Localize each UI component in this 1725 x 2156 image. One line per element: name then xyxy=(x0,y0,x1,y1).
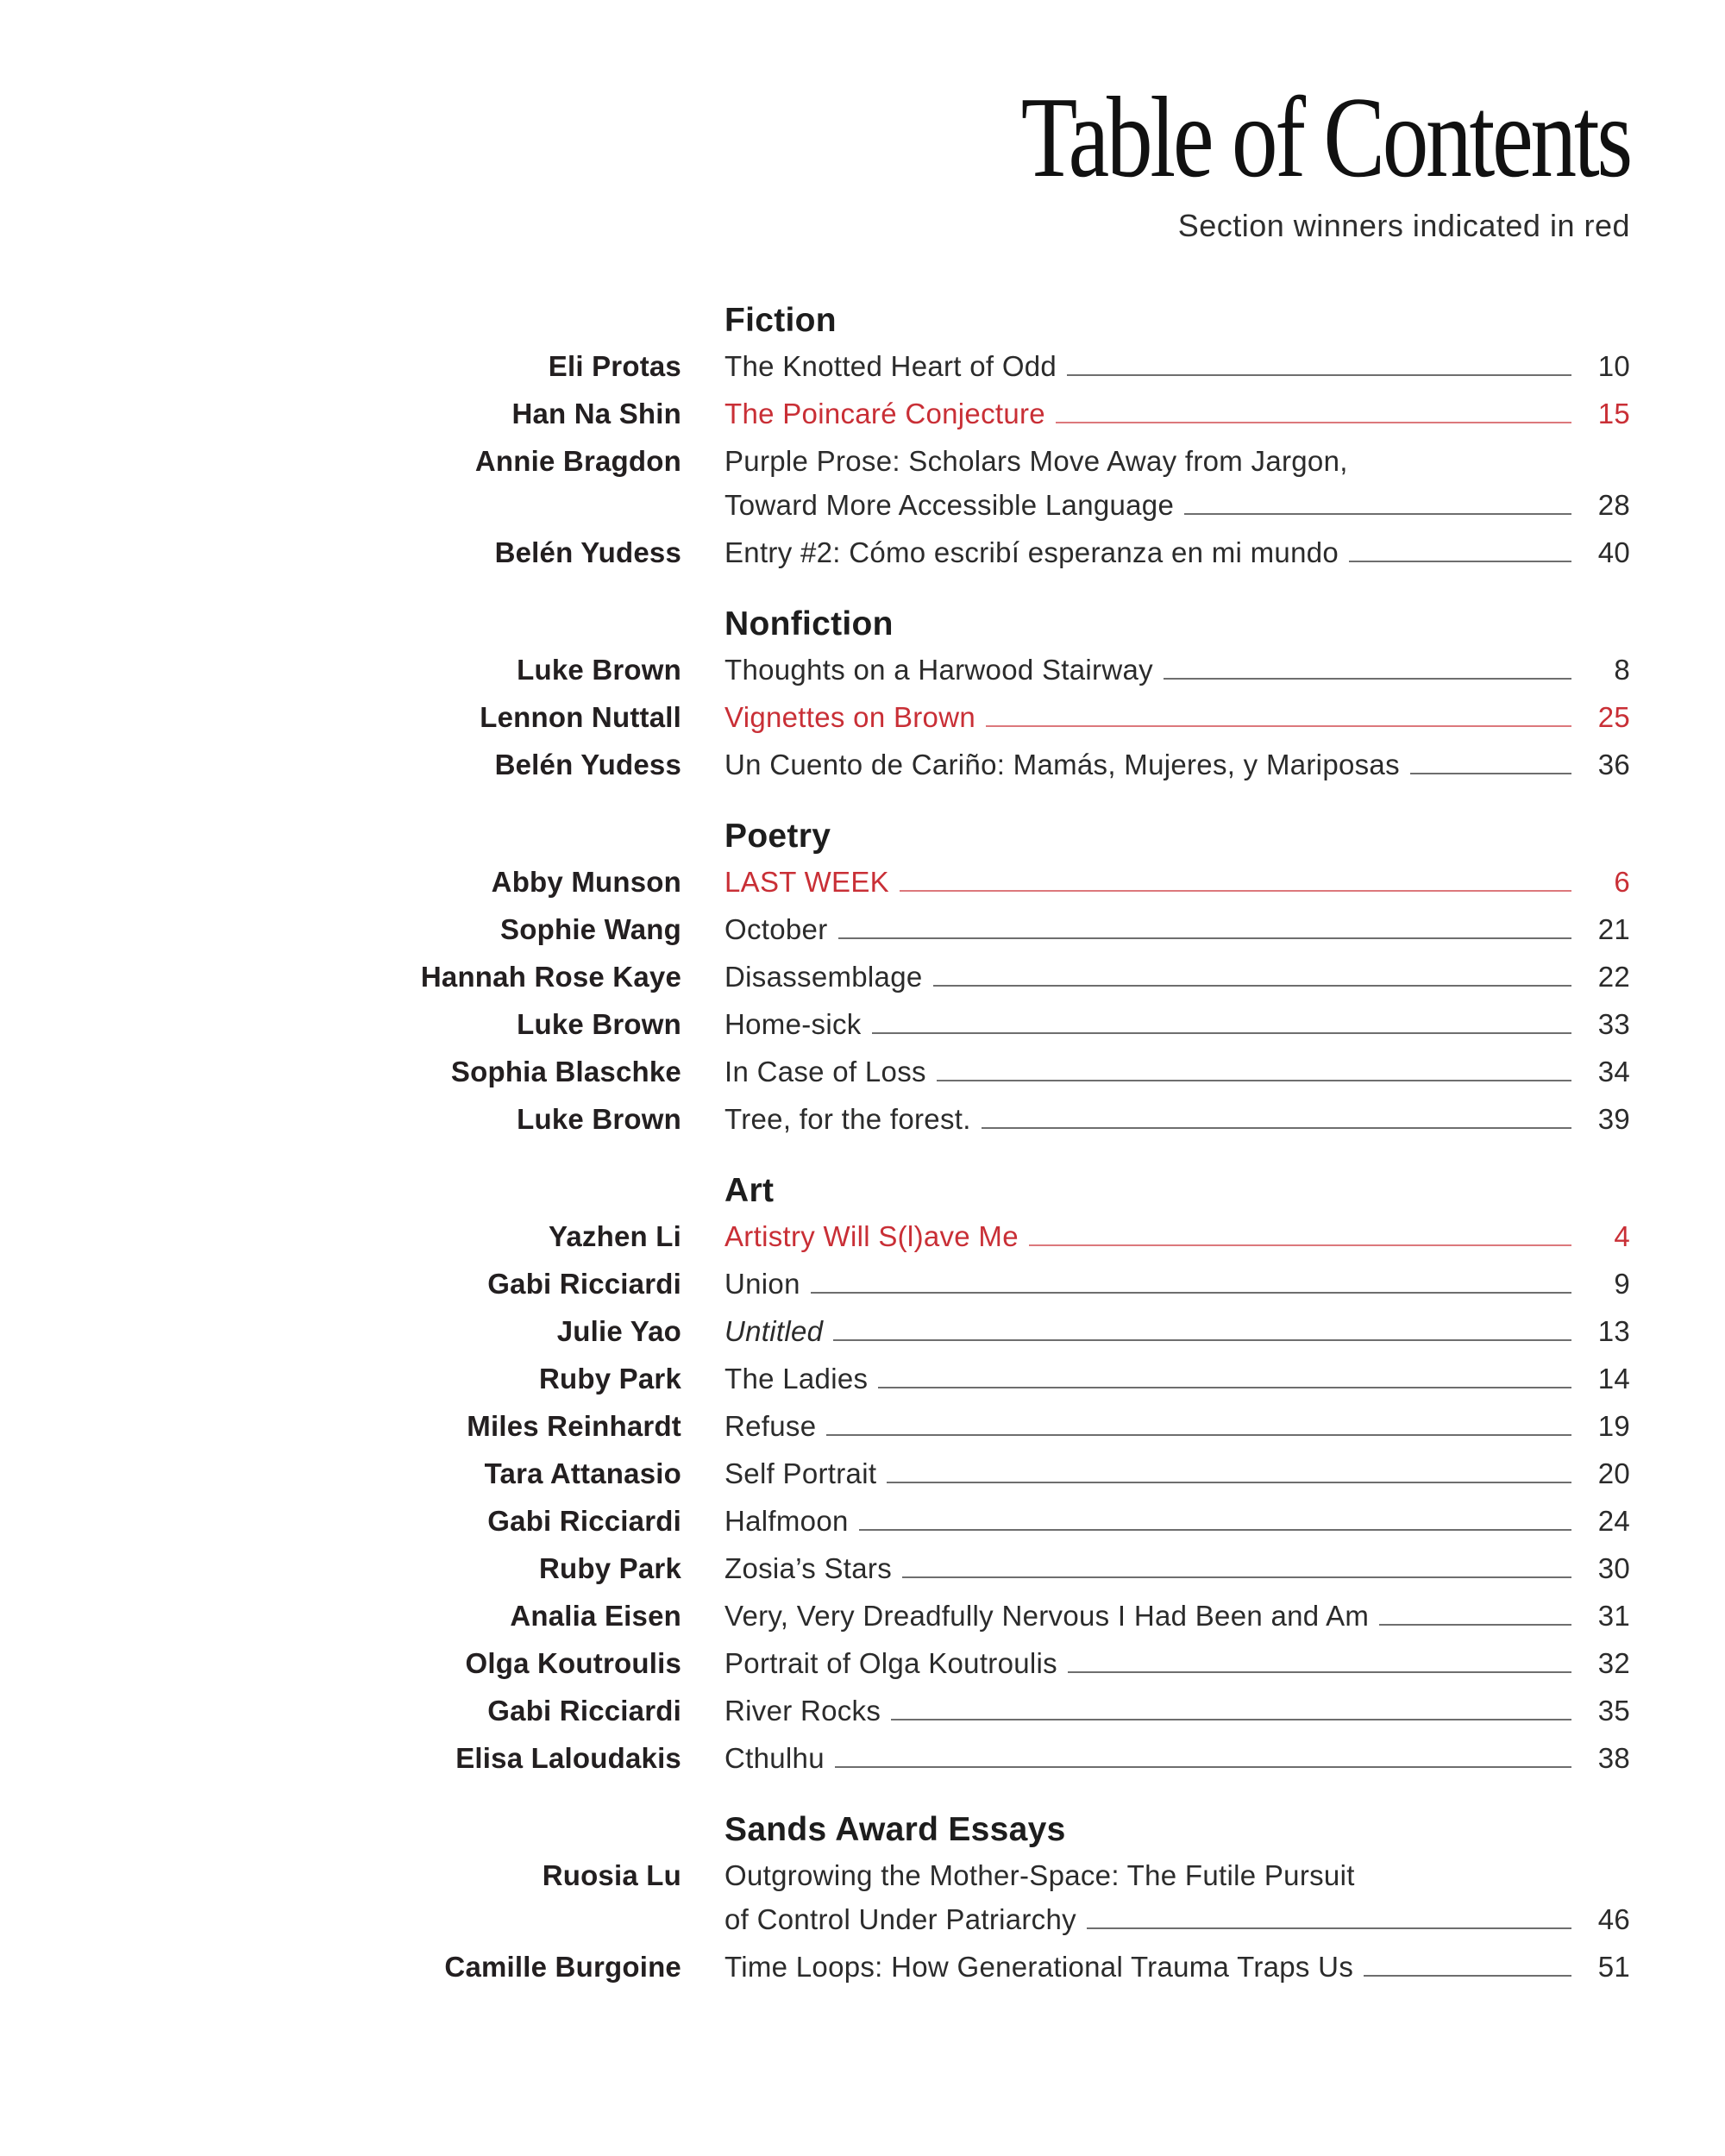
entry-title-col xyxy=(724,1736,1630,1780)
entry-title: Untitled xyxy=(724,1315,824,1347)
leader-line xyxy=(838,937,1572,939)
entry-author: Ruby Park xyxy=(538,1552,681,1584)
entry-page-number: 4 xyxy=(1614,1220,1630,1252)
entry-title-line xyxy=(724,1451,1630,1495)
entry-title-line xyxy=(724,1546,1630,1590)
entry-title: River Rocks xyxy=(724,1695,881,1727)
entry-title: Cthulhu xyxy=(724,1742,825,1774)
section-entries xyxy=(0,648,1725,787)
toc-entry xyxy=(0,1214,1725,1258)
entry-title-col xyxy=(724,1002,1630,1046)
leader-line xyxy=(982,1127,1571,1129)
section-heading-row xyxy=(0,1167,1725,1214)
entry-page-number: 46 xyxy=(1597,1903,1630,1935)
section-heading: Poetry xyxy=(724,818,831,855)
leader-line xyxy=(826,1434,1571,1436)
section-heading: Sands Award Essays xyxy=(724,1811,1066,1848)
section-entries xyxy=(0,860,1725,1141)
entry-page-number: 9 xyxy=(1614,1268,1630,1300)
toc-entry xyxy=(0,648,1725,692)
toc-entry xyxy=(0,695,1725,739)
entry-title-line xyxy=(724,344,1630,388)
entry-page-number: 36 xyxy=(1597,749,1630,780)
entry-title: Un Cuento de Cariño: Mamás, Mujeres, y Mariposas xyxy=(724,749,1400,780)
entry-author: Yazhen Li xyxy=(548,1220,681,1252)
toc-entry xyxy=(0,1689,1725,1733)
leader-line xyxy=(878,1387,1571,1388)
section-heading: Art xyxy=(724,1172,775,1209)
entry-author: Luke Brown xyxy=(517,1008,681,1040)
heading-spacer xyxy=(0,812,681,860)
section-heading: Nonfiction xyxy=(724,605,894,642)
toc-entry xyxy=(0,1853,1725,1941)
entry-title: Disassemblage xyxy=(724,961,923,993)
toc-entry xyxy=(0,1594,1725,1638)
entry-page-number: 21 xyxy=(1597,913,1630,945)
entry-title-col xyxy=(724,1309,1630,1353)
entry-title-col xyxy=(724,1050,1630,1094)
entry-page-number: 19 xyxy=(1597,1410,1630,1442)
leader-line xyxy=(872,1032,1571,1034)
entry-title-col xyxy=(724,648,1630,692)
section-heading: Fiction xyxy=(724,302,837,339)
entry-author: Han Na Shin xyxy=(511,398,681,429)
leader-line xyxy=(1349,561,1571,562)
entry-title: Home-sick xyxy=(724,1008,862,1040)
entry-title: Outgrowing the Mother-Space: The Futile Pursuit xyxy=(724,1859,1355,1891)
entry-title-line xyxy=(724,955,1630,999)
toc-entry xyxy=(0,1262,1725,1306)
entry-title-col xyxy=(724,1097,1630,1141)
section-heading-row xyxy=(0,297,1725,344)
toc-entry xyxy=(0,1546,1725,1590)
entry-title-line xyxy=(724,907,1630,951)
heading-spacer xyxy=(0,1167,681,1214)
leader-line xyxy=(986,725,1571,727)
toc-entry xyxy=(0,530,1725,574)
entry-title-col xyxy=(724,1641,1630,1685)
entry-title-line xyxy=(724,1897,1630,1941)
leader-line xyxy=(835,1766,1571,1768)
entry-author: Luke Brown xyxy=(517,654,681,686)
entry-title: Halfmoon xyxy=(724,1505,849,1537)
entry-title: Self Portrait xyxy=(724,1457,877,1489)
page-title: Table of Contents xyxy=(1020,73,1630,201)
leader-line xyxy=(1164,678,1571,680)
toc-section xyxy=(0,812,1725,1141)
leader-line xyxy=(1410,773,1571,774)
leader-line xyxy=(859,1529,1571,1531)
entry-author: Belén Yudess xyxy=(494,536,681,568)
entry-title-col xyxy=(724,907,1630,951)
entry-title-col xyxy=(724,1357,1630,1401)
leader-line xyxy=(833,1339,1571,1341)
toc-section xyxy=(0,600,1725,787)
entry-title-col xyxy=(724,392,1630,436)
section-entries xyxy=(0,1214,1725,1780)
entry-title: Purple Prose: Scholars Move Away from Jargon, xyxy=(724,445,1348,477)
entry-title: The Knotted Heart of Odd xyxy=(724,350,1057,382)
toc-entry xyxy=(0,392,1725,436)
entry-title-line xyxy=(724,1641,1630,1685)
leader-line xyxy=(1379,1624,1571,1626)
section-heading-row xyxy=(0,1806,1725,1853)
section-entries xyxy=(0,344,1725,574)
entry-page-number: 32 xyxy=(1597,1647,1630,1679)
entry-author: Ruosia Lu xyxy=(542,1859,681,1891)
entry-author: Sophie Wang xyxy=(500,913,681,945)
entry-title: LAST WEEK xyxy=(724,866,889,898)
toc-entry xyxy=(0,955,1725,999)
entry-author: Gabi Ricciardi xyxy=(487,1695,681,1727)
entry-title-line xyxy=(724,1262,1630,1306)
toc-entry xyxy=(0,907,1725,951)
entry-title-line xyxy=(724,1404,1630,1448)
toc-entry xyxy=(0,1736,1725,1780)
entry-title: Very, Very Dreadfully Nervous I Had Been and Am xyxy=(724,1600,1370,1632)
entry-title-col xyxy=(724,955,1630,999)
entry-page-number: 25 xyxy=(1597,701,1630,733)
entry-page-number: 22 xyxy=(1597,961,1630,993)
entry-page-number: 8 xyxy=(1614,654,1630,686)
entry-page-number: 40 xyxy=(1597,536,1630,568)
leader-line xyxy=(933,985,1571,987)
entry-title: October xyxy=(724,913,828,945)
entry-title-col xyxy=(724,695,1630,739)
entry-author: Annie Bragdon xyxy=(474,445,681,477)
leader-line xyxy=(1364,1975,1571,1977)
leader-line xyxy=(811,1292,1571,1294)
entry-title: Vignettes on Brown xyxy=(724,701,975,733)
heading-spacer xyxy=(0,297,681,344)
entry-page-number: 6 xyxy=(1614,866,1630,898)
entry-title-line xyxy=(724,1357,1630,1401)
leader-line xyxy=(1029,1244,1571,1246)
leader-line xyxy=(1087,1927,1571,1929)
entry-author: Eli Protas xyxy=(548,350,681,382)
toc-entry xyxy=(0,1945,1725,1989)
entry-title-col xyxy=(724,1546,1630,1590)
entry-title: Thoughts on a Harwood Stairway xyxy=(724,654,1153,686)
entry-title-col xyxy=(724,1945,1630,1989)
entry-page-number: 20 xyxy=(1597,1457,1630,1489)
entry-title-line xyxy=(724,1736,1630,1780)
entry-title: Tree, for the forest. xyxy=(724,1103,971,1135)
section-heading-row xyxy=(0,600,1725,648)
entry-title-line xyxy=(724,743,1630,787)
entry-page-number: 51 xyxy=(1597,1951,1630,1983)
entry-page-number: 10 xyxy=(1597,350,1630,382)
entry-page-number: 38 xyxy=(1597,1742,1630,1774)
page-subtitle: Section winners indicated in red xyxy=(1177,208,1630,243)
toc-entry xyxy=(0,1002,1725,1046)
entry-title-col xyxy=(724,1594,1630,1638)
entry-title-line xyxy=(724,860,1630,904)
entry-title-col xyxy=(724,1404,1630,1448)
entry-title: Zosia’s Stars xyxy=(724,1552,893,1584)
entry-title-col xyxy=(724,1853,1630,1941)
entry-page-number: 39 xyxy=(1597,1103,1630,1135)
entry-author: Sophia Blaschke xyxy=(450,1056,681,1087)
leader-line xyxy=(1068,1671,1571,1673)
entry-title-col xyxy=(724,530,1630,574)
entry-title-col xyxy=(724,439,1630,527)
entry-author: Olga Koutroulis xyxy=(465,1647,681,1679)
entry-author: Gabi Ricciardi xyxy=(487,1505,681,1537)
toc-section xyxy=(0,1167,1725,1780)
entry-title: In Case of Loss xyxy=(724,1056,926,1087)
entry-page-number: 15 xyxy=(1597,398,1630,429)
entry-title-line xyxy=(724,392,1630,436)
entry-title: The Ladies xyxy=(724,1363,869,1395)
entry-title: Portrait of Olga Koutroulis xyxy=(724,1647,1057,1679)
entry-author: Hannah Rose Kaye xyxy=(420,961,681,993)
entry-page-number: 31 xyxy=(1597,1600,1630,1632)
entry-title: Time Loops: How Generational Trauma Traps Us xyxy=(724,1951,1354,1983)
entry-title-line xyxy=(724,1309,1630,1353)
entry-title-line xyxy=(724,530,1630,574)
section-heading-row xyxy=(0,812,1725,860)
toc-entry xyxy=(0,860,1725,904)
heading-spacer xyxy=(0,600,681,648)
entry-title: Refuse xyxy=(724,1410,817,1442)
entry-page-number: 33 xyxy=(1597,1008,1630,1040)
entry-page-number: 30 xyxy=(1597,1552,1630,1584)
entry-page-number: 13 xyxy=(1597,1315,1630,1347)
toc-entry xyxy=(0,344,1725,388)
entry-title-col xyxy=(724,1499,1630,1543)
toc-entry xyxy=(0,439,1725,527)
entry-title-line xyxy=(724,1002,1630,1046)
toc-entry xyxy=(0,743,1725,787)
entry-title-line xyxy=(724,1853,1630,1897)
page-header xyxy=(0,0,1725,243)
toc-entry xyxy=(0,1309,1725,1353)
leader-line xyxy=(937,1080,1571,1081)
toc xyxy=(0,297,1725,1989)
toc-entry xyxy=(0,1050,1725,1094)
entry-title-col xyxy=(724,1689,1630,1733)
entry-title-col xyxy=(724,1451,1630,1495)
entry-author: Tara Attanasio xyxy=(484,1457,681,1489)
entry-author: Belén Yudess xyxy=(494,749,681,780)
leader-line xyxy=(1184,513,1571,515)
toc-section xyxy=(0,1806,1725,1989)
entry-title: Toward More Accessible Language xyxy=(724,489,1175,521)
toc-entry xyxy=(0,1404,1725,1448)
toc-section xyxy=(0,297,1725,574)
entry-page-number: 34 xyxy=(1597,1056,1630,1087)
leader-line xyxy=(891,1719,1571,1720)
toc-entry xyxy=(0,1451,1725,1495)
toc-entry xyxy=(0,1499,1725,1543)
entry-title: Artistry Will S(l)ave Me xyxy=(724,1220,1019,1252)
toc-entry xyxy=(0,1641,1725,1685)
leader-line xyxy=(902,1576,1571,1578)
entry-author: Camille Burgoine xyxy=(444,1951,681,1983)
entry-title: Entry #2: Cómo escribí esperanza en mi mundo xyxy=(724,536,1339,568)
entry-author: Analia Eisen xyxy=(510,1600,681,1632)
entry-author: Miles Reinhardt xyxy=(467,1410,681,1442)
entry-author: Julie Yao xyxy=(556,1315,681,1347)
entry-author: Gabi Ricciardi xyxy=(487,1268,681,1300)
toc-entry xyxy=(0,1357,1725,1401)
toc-entry xyxy=(0,1097,1725,1141)
entry-title-line xyxy=(724,695,1630,739)
entry-title-line xyxy=(724,1594,1630,1638)
section-entries xyxy=(0,1853,1725,1989)
entry-author: Ruby Park xyxy=(538,1363,681,1395)
entry-page-number: 14 xyxy=(1597,1363,1630,1395)
entry-title: Union xyxy=(724,1268,800,1300)
entry-title-col xyxy=(724,1214,1630,1258)
entry-title-line xyxy=(724,648,1630,692)
entry-title-line xyxy=(724,1689,1630,1733)
entry-page-number: 28 xyxy=(1597,489,1630,521)
entry-author: Elisa Laloudakis xyxy=(455,1742,681,1774)
entry-title: of Control Under Patriarchy xyxy=(724,1903,1076,1935)
entry-title-line xyxy=(724,1945,1630,1989)
entry-title: The Poincaré Conjecture xyxy=(724,398,1045,429)
leader-line xyxy=(1056,422,1571,423)
entry-title-line xyxy=(724,439,1630,483)
entry-author: Abby Munson xyxy=(491,866,681,898)
entry-page-number: 35 xyxy=(1597,1695,1630,1727)
entry-title-line xyxy=(724,1499,1630,1543)
entry-title-col xyxy=(724,1262,1630,1306)
entry-title-line xyxy=(724,1214,1630,1258)
entry-title-line xyxy=(724,483,1630,527)
entry-author: Luke Brown xyxy=(517,1103,681,1135)
leader-line xyxy=(1067,374,1571,376)
entry-title-col xyxy=(724,860,1630,904)
entry-title-col xyxy=(724,344,1630,388)
entry-title-col xyxy=(724,743,1630,787)
leader-line xyxy=(900,890,1571,892)
heading-spacer xyxy=(0,1806,681,1853)
entry-title-line xyxy=(724,1097,1630,1141)
entry-page-number: 24 xyxy=(1597,1505,1630,1537)
leader-line xyxy=(887,1482,1571,1483)
entry-author: Lennon Nuttall xyxy=(480,701,681,733)
entry-title-line xyxy=(724,1050,1630,1094)
